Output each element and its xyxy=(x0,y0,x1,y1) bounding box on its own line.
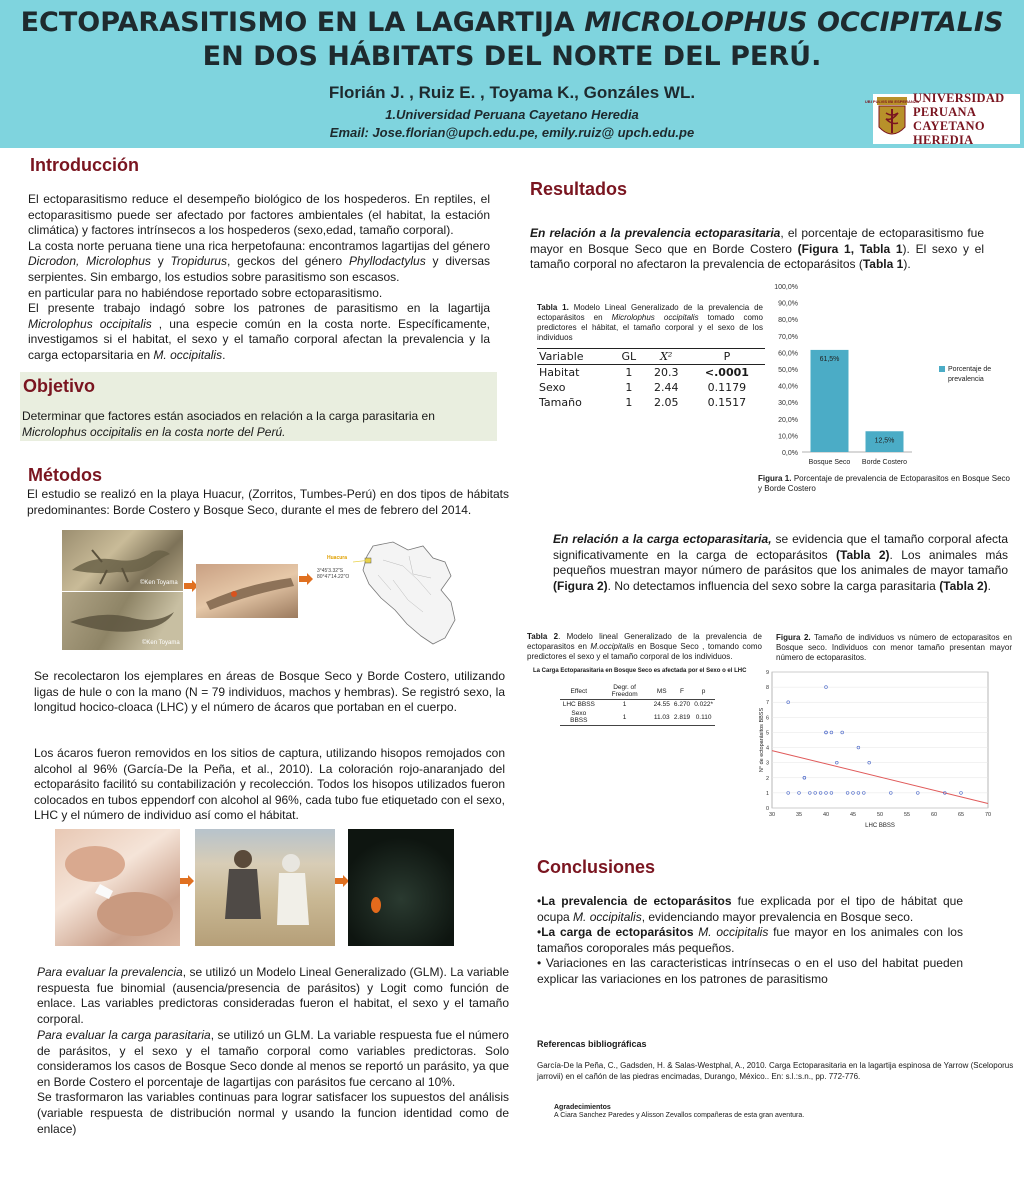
conclusion-item: • Variaciones en las caracteristicas intrínsecas o en el uso del habitat pueden explicar las variaciones en los patrones de parasitismo xyxy=(537,956,963,986)
y-tick-label: 90,0% xyxy=(778,300,798,308)
agradec-title: Agradecimientos xyxy=(554,1104,611,1111)
y-tick-label: 60,0% xyxy=(778,350,798,358)
mite-icon xyxy=(348,829,454,946)
category-label: Borde Costero xyxy=(861,459,908,466)
y-tick-label: 30,0% xyxy=(778,400,798,408)
bar xyxy=(811,350,849,452)
resultados-text-2: En relación a la carga ectoparasitaria, se evidencia que el tamaño corporal afecta significativamente en la carga de ectoparásitos (Tabla 2). Los animales más pequeños muestran mayor número de parásitos que los animales de mayor tamaño (Figura 2). No detectamos influencia del sexo sobre la carga parasitaria (Tabla 2). xyxy=(553,532,1008,593)
intro-title: Introducción xyxy=(30,155,139,175)
lizard-photo-2 xyxy=(62,592,183,650)
x-tick-label: 35 xyxy=(795,812,803,818)
y-tick-label: 70,0% xyxy=(778,333,798,341)
x-tick-label: 55 xyxy=(903,812,911,818)
data-label: 61,5% xyxy=(819,355,840,363)
plot-area xyxy=(772,672,988,808)
tabla1-header-variable: Variable xyxy=(537,349,614,365)
metodos-text-3: Los ácaros fueron removidos en los sitios de captura, utilizando hisopos remojados con alcohol al 96% (García-De la Peña, et al., 2010). La coloración rojo-anaranjado del ectoparásito facilitó su contabilización y recolección. Todos los hisopos utilizados fueron colocados en tubos eppendorf con alcohol al 96%, cada tubo fue etiquetado con el sexo, LHC y el número de individuo así como el hábitat. xyxy=(34,746,506,823)
resultados-title: Resultados xyxy=(530,179,628,199)
category-label: Bosque Seco xyxy=(808,459,851,466)
y-tick-label: 8 xyxy=(765,685,769,692)
metodos-text-2: Se recolectaron los ejemplares en áreas de Bosque Seco y Borde Costero, utilizando ligas de hule o con la mano (N = 79 individuos, machos y hembras). Se registró sexo, la longitud hocico-cloaca (LHC) y el número de ácaros que portaban en el cuerpo. xyxy=(34,669,505,715)
refs-text: García-De la Peña, C., Gadsden, H. & Salas-Westphal, A., 2010. Carga Ectoparasitaria en la lagartija espinosa de Yarrow (Sceloporus jarrovii) en el cañón de las piedras encimadas, Durango, México.. En: s.l.:s.n., pp. 772-776. xyxy=(537,1061,1014,1081)
resultados-text-1: En relación a la prevalencia ectoparasitaria, el porcentaje de ectoparasitismo fue mayor en Bosque Seco que en Borde Costero (Figura 1, Tabla 1). El sexo y el tamaño corporal no afectaron la prevalencia de ectoparásitos (Tabla 1). xyxy=(530,226,985,272)
photo-credit: ©Ken Toyama xyxy=(142,640,180,646)
y-tick-label: 1 xyxy=(765,790,769,797)
tabla2-caption: Tabla 2. Modelo lineal Generalizado de la prevalencia de ectoparasitos en M.occipitalis en Bosque Seco , tomando como predictores el sexo y el tamaño corporal de los individuos. xyxy=(527,632,762,661)
metodos-title: Métodos xyxy=(28,465,102,485)
arrow-right-icon xyxy=(299,573,313,585)
y-tick-label: 40,0% xyxy=(778,383,798,391)
email-line: Email: Jose.florian@upch.edu.pe, emily.ruiz@ upch.edu.pe xyxy=(329,125,695,140)
tabla2: Effect Degr. of Freedom MS F p LHC BBSS 1 24.55 6.270 0.022* Sexo BBSS 1 11.03 2.819 0.110 xyxy=(560,683,715,726)
y-tick-label: 20,0% xyxy=(778,416,798,424)
y-tick-label: 50,0% xyxy=(778,367,798,374)
prevalence-bar-chart xyxy=(760,280,1010,472)
mite-closeup-icon xyxy=(196,564,298,618)
y-tick-label: 80,0% xyxy=(778,317,798,325)
y-tick-label: 9 xyxy=(765,670,769,676)
y-axis-label: N° de ectoparásitos BBSS xyxy=(759,707,765,773)
map-coords: 3°45'3.32"S 80°47'14.22"O xyxy=(317,568,350,580)
figura2-caption: Figura 2. Tamaño de individuos vs número de ectoparasitos en Bosque seco. Individuos con menor tamaño presentan mayor número de ectoparasitos. xyxy=(776,633,1013,662)
table-row: Sexo BBSS 1 11.03 2.819 0.110 xyxy=(560,709,715,726)
tabla1-header-chi2: X² xyxy=(644,349,689,365)
y-tick-label: 7 xyxy=(765,700,769,707)
poster-title: ECTOPARASITISMO EN LA LAGARTIJA MICROLOPHUS OCCIPITALIS EN DOS HÁBITATS DEL NORTE DEL PERÚ. xyxy=(20,7,1004,72)
photo-credit: ©Ken Toyama xyxy=(140,580,178,586)
x-tick-label: 50 xyxy=(876,812,884,818)
legend-line: Porcentaje de xyxy=(948,366,992,373)
y-tick-label: 100,0% xyxy=(774,284,798,291)
metodos-text-1: El estudio se realizó en la playa Huacur, (Zorritos, Tumbes-Perú) en dos tipos de hábitats predominantes: Borde Costero y Bosque Seco, durante el mes de febrero del 2014. xyxy=(27,487,509,517)
poster-header xyxy=(0,0,1024,148)
conclusiones-text xyxy=(537,894,963,988)
y-tick-label: 3 xyxy=(765,760,769,767)
lizard-photo-1 xyxy=(62,530,183,591)
legend-label xyxy=(948,366,991,383)
mite-microscope-photo xyxy=(348,829,454,946)
table-row: LHC BBSS 1 24.55 6.270 0.022* xyxy=(562,701,713,708)
hand-lizard-photo xyxy=(196,564,298,618)
crest-icon xyxy=(864,97,920,141)
metodos-text-4: Para evaluar la prevalencia, se utilizó un Modelo Lineal Generalizado (GLM). La variable respuesta fue binomial (ausencia/presencia de parásitos) y Logit como función de enlace. Las variables predictoras consideradas fueron el habitat, el sexo y el tamaño corporal. xyxy=(37,965,509,1026)
arrow-right-icon xyxy=(335,875,349,887)
y-tick-label: 2 xyxy=(765,775,769,782)
researchers-icon xyxy=(195,829,335,946)
legend-line: prevalencia xyxy=(948,376,984,383)
table-row: Tamaño 1 2.05 0.1517 xyxy=(539,396,747,409)
y-tick-label: 0,0% xyxy=(782,450,798,457)
scatter-chart xyxy=(758,668,994,830)
authors: Florián J. , Ruiz E. , Toyama K., Gonzáles WL. xyxy=(328,83,696,102)
university-logo xyxy=(864,91,1020,147)
crest-motto: UBI PULVIS IBI ESPERANZA xyxy=(864,99,920,104)
conclusion-item: •La prevalencia de ectoparásitos fue explicada por el tipo de hábitat que ocupa M. occipitalis, evidenciando mayor prevalencia en Bosque seco. xyxy=(537,894,963,924)
y-tick-label: 6 xyxy=(765,715,769,722)
objetivo-title: Objetivo xyxy=(23,376,96,396)
x-tick-label: 65 xyxy=(957,812,965,818)
specimen-hands-photo xyxy=(55,829,180,946)
agradec-text: A Ciara Sanchez Paredes y Alisson Zevallos compañeras de esta gran aventura. xyxy=(554,1112,805,1119)
figura1-caption: Figura 1. Porcentaje de prevalencia de Ectoparasitos en Bosque Seco y Borde Costero xyxy=(758,474,1010,493)
tabla1-header-gl: GL xyxy=(614,349,644,365)
metodos-text-5: Para evaluar la carga parasitaria, se utilizó un GLM. La variable respuesta fue el número de parásitos, y el sexo y el tamaño corporal como variables predictoras. Solo consideramos los casos de Bosque Seco donde al menos se reportó un parásito, ya que en Borde Costero el porcentaje de lagartijas con parásitos fue cercano al 10%. Se trasformaron las variables continuas para lograr satisfacer los supuestos del análisis (variable respuesta de distribución normal y usando la funcion identidad como de enlace) xyxy=(37,1028,509,1136)
tabla1-caption: Tabla 1. Modelo Lineal Generalizado de la prevalencia de ectoparásitos en Microlophus occipitalis tomado como predictores el hábitat, el tamaño corporal y el sexo de los individuos xyxy=(537,303,764,342)
tabla1-header-p: P xyxy=(689,349,765,365)
x-tick-label: 60 xyxy=(930,812,938,818)
hands-icon xyxy=(55,829,180,946)
arrow-right-icon xyxy=(180,875,194,887)
field-team-photo xyxy=(195,829,335,946)
x-tick-label: 70 xyxy=(984,812,992,818)
y-tick-label: 5 xyxy=(765,730,769,737)
map-label: Huacura xyxy=(327,555,348,561)
y-tick-label: 10,0% xyxy=(778,433,798,441)
table-row: Habitat 1 20.3 <.0001 xyxy=(539,366,749,379)
table-row: Sexo 1 2.44 0.1179 xyxy=(539,381,747,394)
conclusion-item: •La carga de ectoparásitos M. occipitalis fue mayor en los animales con los tamaños coroporales más pequeños. xyxy=(537,925,963,955)
y-tick-label: 4 xyxy=(765,745,769,752)
affiliation: 1.Universidad Peruana Cayetano Heredia xyxy=(385,107,639,122)
conclusiones-title: Conclusiones xyxy=(537,857,656,877)
peru-map xyxy=(313,540,463,652)
logo-text: UNIVERSIDAD PERUANA CAYETANO HEREDIA xyxy=(913,91,1005,147)
x-tick-label: 40 xyxy=(822,812,830,818)
objetivo-text: Determinar que factores están asociados en relación a la carga parasitaria en Microlophus occipitalis en la costa norte del Perú. xyxy=(22,409,435,439)
refs-title: Referencas bibliográficas xyxy=(537,1039,647,1049)
legend-swatch xyxy=(939,366,945,372)
x-tick-label: 45 xyxy=(849,812,857,818)
intro-text: El ectoparasitismo reduce el desempeño biológico de los hospederos. En reptiles, el ectoparasitismo puede ser afectado por factores ambientales (el habitat, la estación climática) y factores intrínsecos a los hospederos (sexo,edad, tamaño corporal). La costa norte peruana tiene una rica herpetofauna: encontramos lagartijas del género Dicrodon, Microlophus y Tropidurus, geckos del género Phyllodactylus y diversas serpientes. Sin embargo, los estudios sobre parasitismo son escasos. en particular para no habiéndose reportado sobre ectoparasitismo. El presente trabajo indagó sobre los patrones de parasitismo en la lagartija Microlophus occipitalis , una especie común en la costa norte. Específicamente, investigamos si el habitat, el sexo y el tamaño corporal afectan la prevalencia y la carga ectoparsitaria en M. occipitalis. xyxy=(28,192,491,362)
x-tick-label: 30 xyxy=(768,812,776,818)
data-label: 12,5% xyxy=(874,437,895,445)
y-tick-label: 0 xyxy=(765,806,769,812)
x-axis-label: LHC BBSS xyxy=(865,823,895,829)
tabla1 xyxy=(537,348,765,410)
tabla2-title: La Carga Ectoparasitaria en Bosque Seco es afectada por el Sexo o el LHC xyxy=(533,668,747,674)
